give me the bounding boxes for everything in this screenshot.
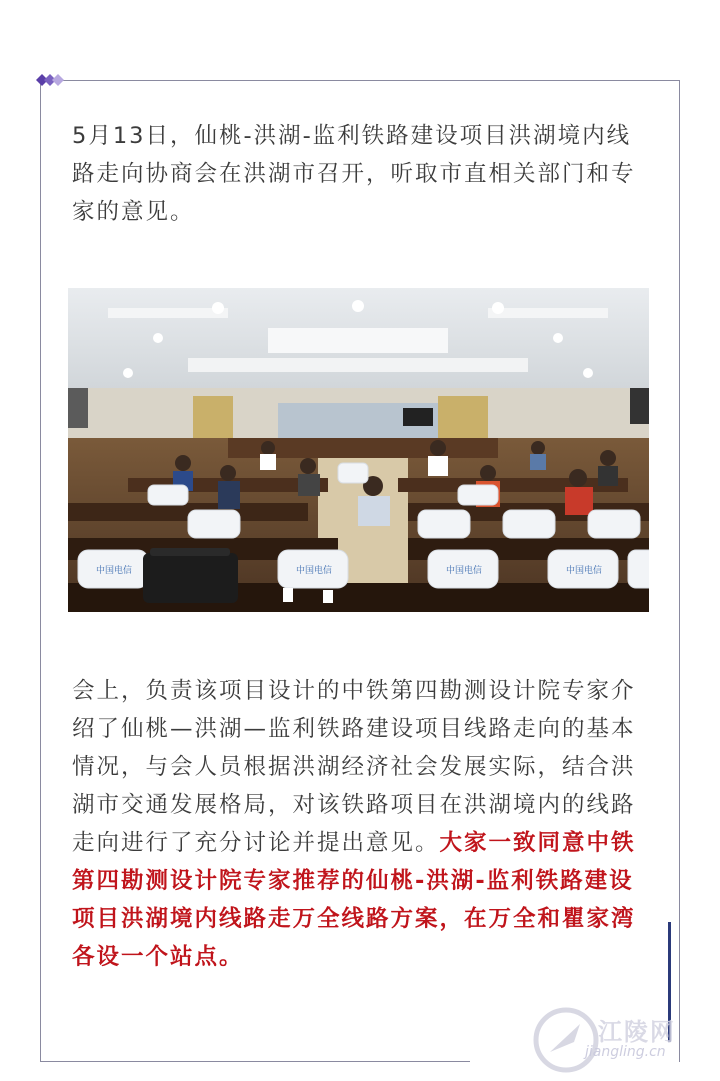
discussion-paragraph bbox=[72, 672, 652, 976]
watermark-site-name: 江陵网 bbox=[598, 1018, 676, 1046]
svg-text:中国电信: 中国电信 bbox=[566, 566, 603, 576]
conclusion-highlight: 大家一致同意中铁第四勘测设计院专家推荐的仙桃-洪湖-监利铁路建设项目洪湖境内线路走万全线路方案，在万全和瞿家湾各设一个站点。 bbox=[72, 830, 636, 970]
watermark-url: jiangling.cn bbox=[585, 1044, 666, 1060]
diamond-decoration-icon bbox=[34, 72, 74, 88]
chair-logo: 中国电信 bbox=[96, 566, 133, 576]
svg-text:中国电信: 中国电信 bbox=[296, 566, 333, 576]
frame-bottom-rule bbox=[40, 1061, 470, 1062]
discussion-text: 会上，负责该项目设计的中铁第四勘测设计院专家介绍了仙桃—洪湖—监利铁路建设项目线路走向的基本情况，与会人员根据洪湖经济社会发展实际，结合洪湖市交通发展格局，对该铁路项目在洪湖境内的线路走向进行了充分讨论并提出意见。 bbox=[72, 678, 636, 856]
meeting-photo bbox=[68, 288, 649, 612]
intro-paragraph: 5月13日，仙桃-洪湖-监利铁路建设项目洪湖境内线路走向协商会在洪湖市召开，听取市直相关部门和专家的意见。 bbox=[72, 123, 636, 225]
svg-text:中国电信: 中国电信 bbox=[446, 566, 483, 576]
